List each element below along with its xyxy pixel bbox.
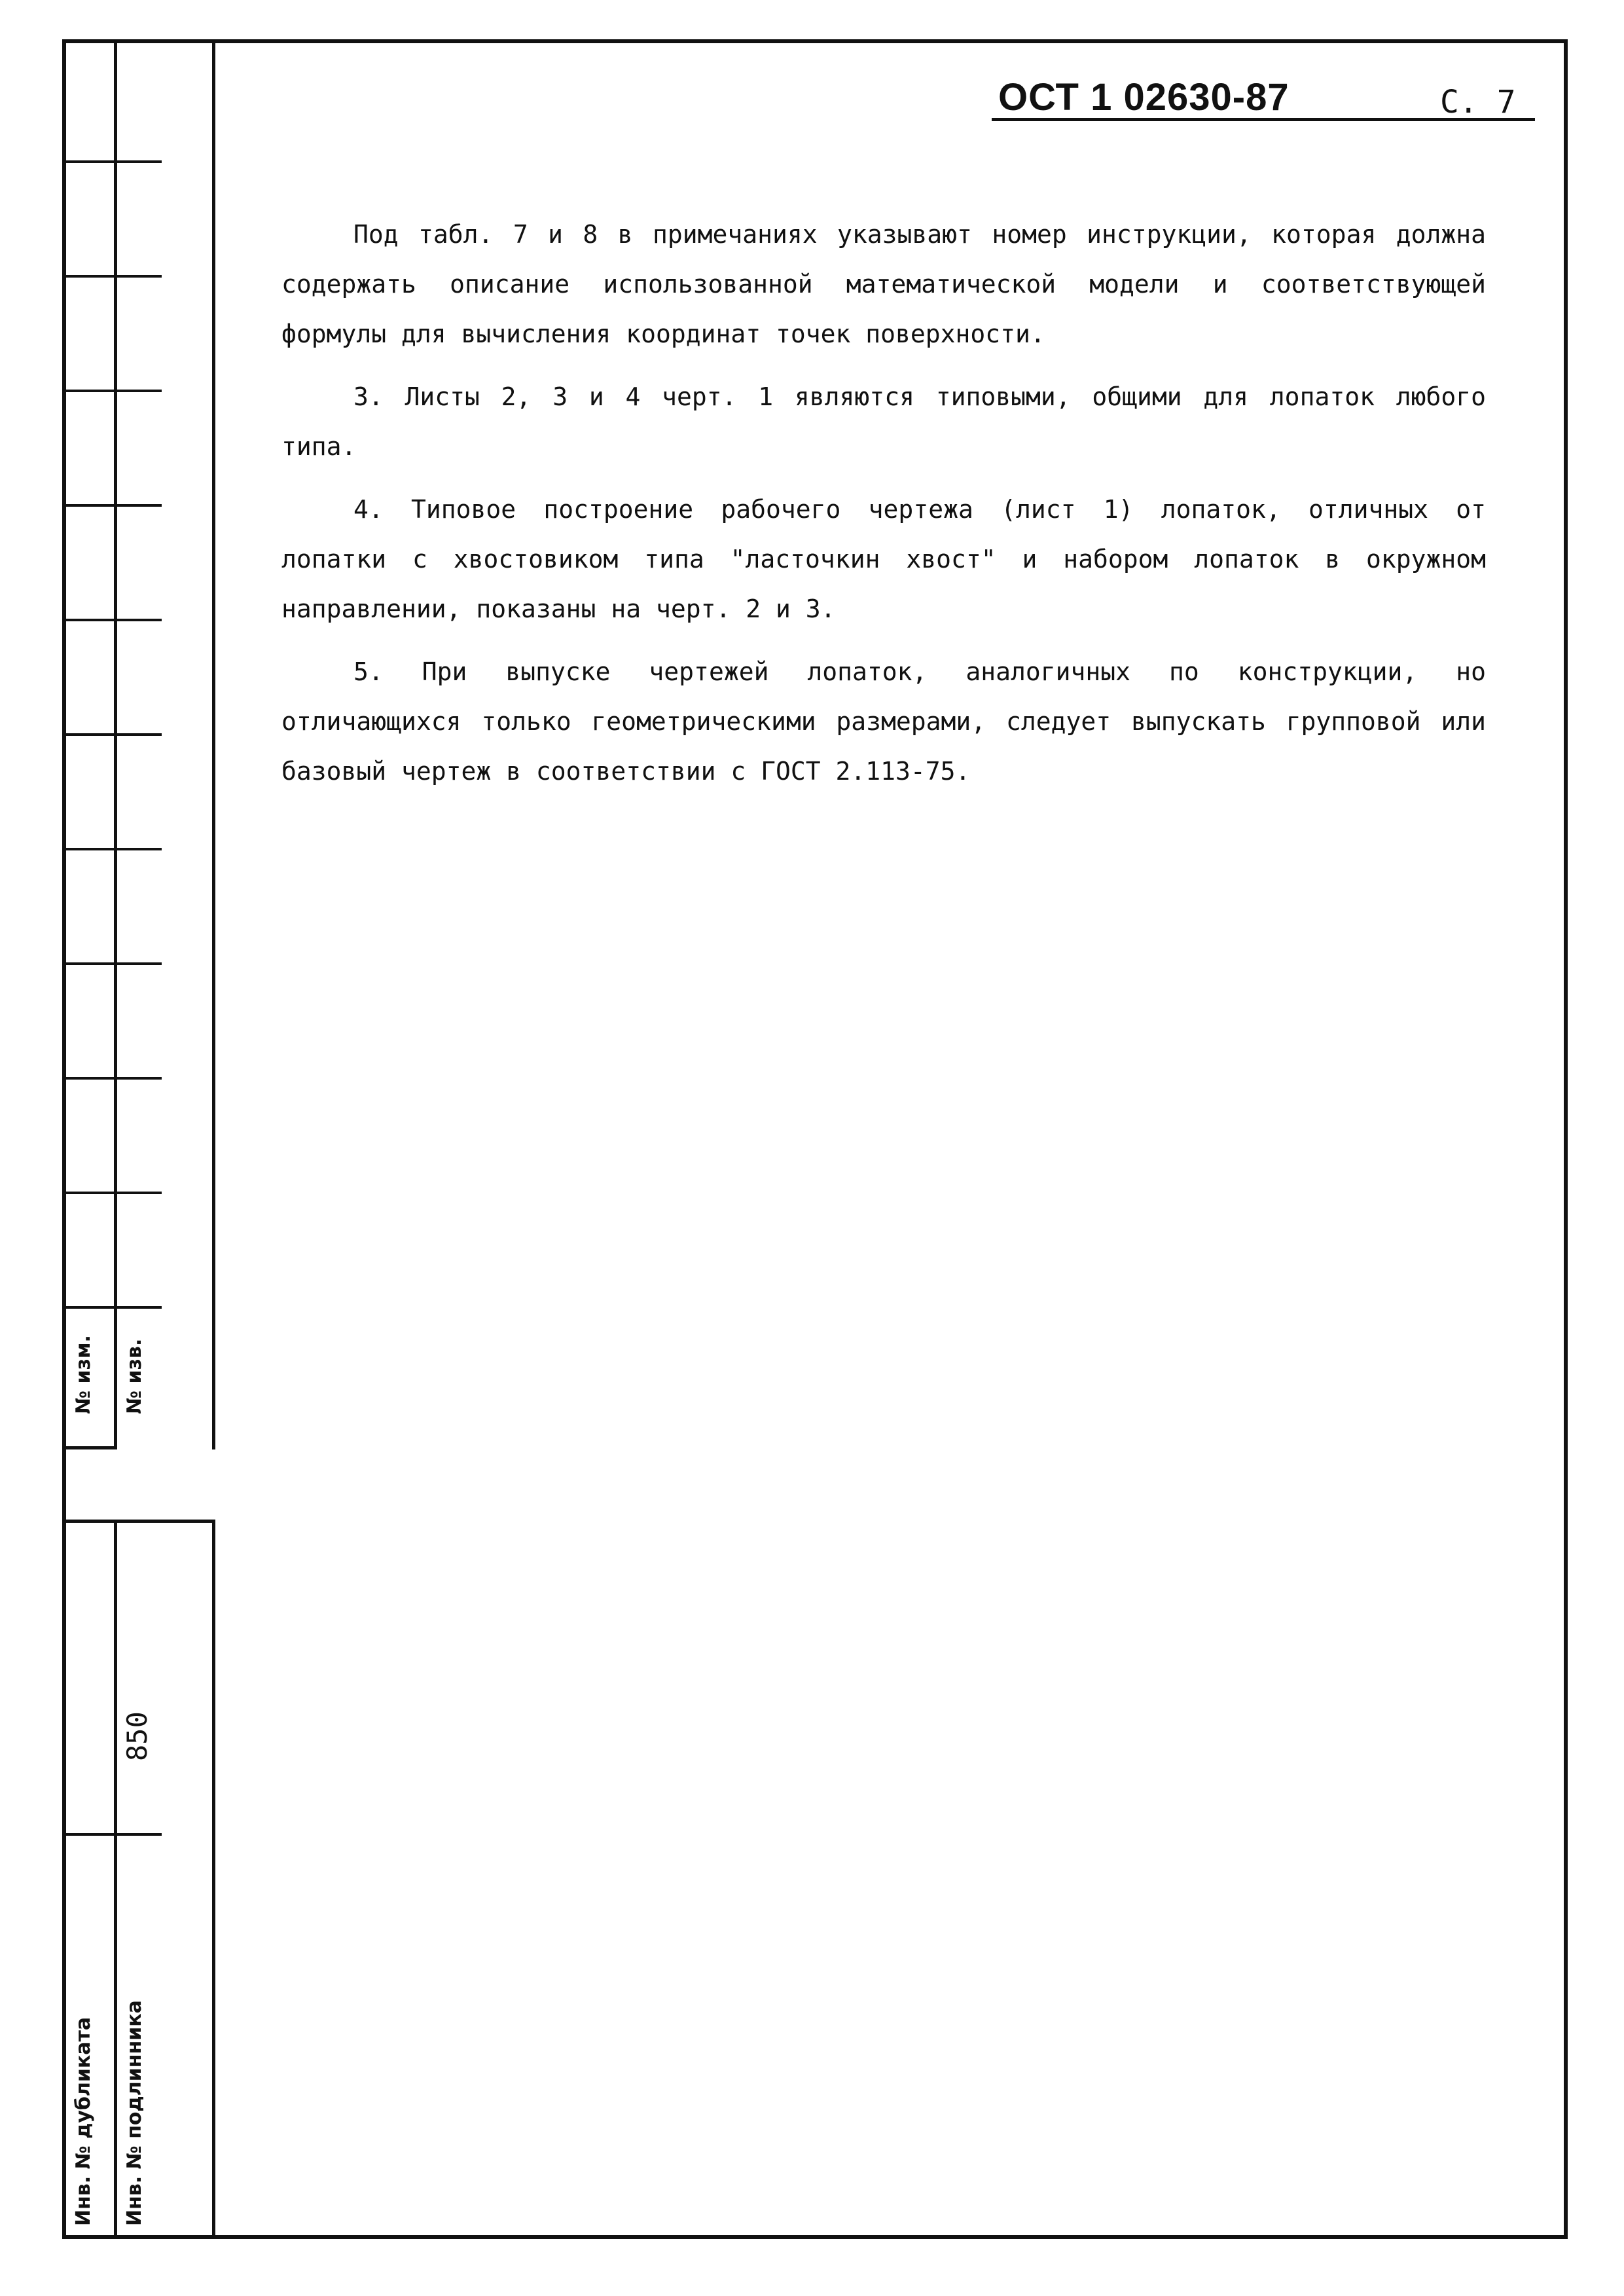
margin-cell-divider [66,1306,162,1309]
margin-cell-divider [66,275,162,278]
margin-cell-divider [66,733,162,736]
document-code: ОСТ 1 02630-87 [998,76,1290,118]
margin-lower-divider [66,1833,162,1836]
header-underline [992,118,1535,121]
margin-cell-divider [66,962,162,965]
paragraph-note-tables: Под табл. 7 и 8 в примечаниях указывают номер инструкции, которая должна содержать описание использованной математической модели и соответствующей формулы для вычисления координат точек поверхности. [281,220,1486,348]
document-body [281,210,1486,809]
margin-column-izv [117,43,215,1449]
page-number: С. 7 [1440,84,1516,120]
margin-cell-divider [66,504,162,507]
paragraph-item-4: 4. Типовое построение рабочего чертежа (лист 1) лопаток, отличных от лопатки с хвостовиком типа "ласточкин хвост" и набором лопаток в окружном направлении, показаны на черт. 2 и 3. [281,495,1486,623]
margin-column-izm [66,43,117,1449]
margin-cell-divider [66,1192,162,1194]
margin-cell-divider [66,1077,162,1080]
dublikata-label: Инв. № дубликата [72,2016,95,2226]
izv-label: № изв. [123,1338,146,1414]
margin-cell-divider [66,848,162,850]
paragraph-item-5: 5. При выпуске чертежей лопаток, аналогичных по конструкции, но отличающихся только геометрическими размерами, следует выпускать групповой или базовый чертеж в соответствии с ГОСТ 2.113-75. [281,657,1486,786]
margin-cell-divider [66,619,162,621]
podlinnika-label: Инв. № подлинника [123,2000,146,2226]
margin-cell-divider [66,160,162,163]
izm-label: № изм. [72,1335,95,1414]
paragraph-item-3: 3. Листы 2, 3 и 4 черт. 1 являются типовыми, общими для лопаток любого типа. [281,382,1486,461]
podlinnik-number: 850 [121,1711,153,1761]
margin-cell-divider [66,390,162,392]
